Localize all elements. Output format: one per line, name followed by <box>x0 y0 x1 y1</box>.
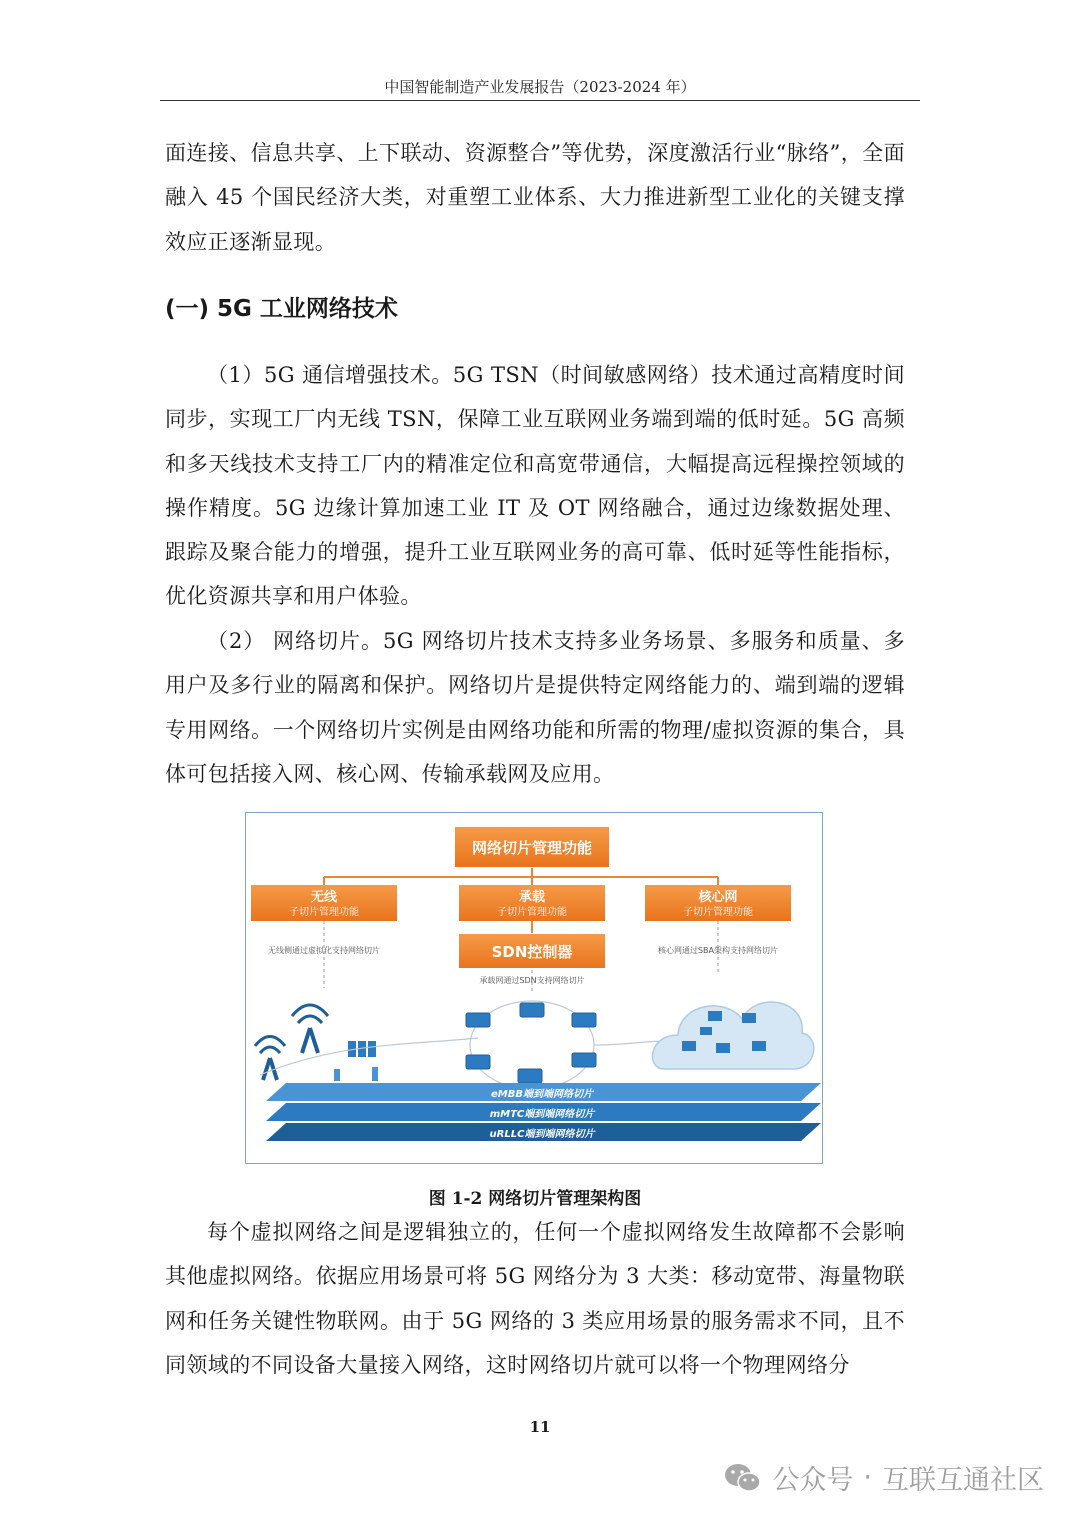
diagram-canvas <box>246 813 821 1162</box>
paragraph-3: （2） 网络切片。5G 网络切片技术支持多业务场景、多服务和质量、多用户及多行业的隔离和保护。网络切片是提供特定网络能力的、端到端的逻辑专用网络。一个网络切片实例是由网络功能和所需的物理/虚拟资源的集合，具体可包括接入网、核心网、传输承载网及应用。 <box>165 629 905 786</box>
transport-sub: 子切片管理功能 <box>497 907 567 918</box>
antenna-icon <box>255 1005 328 1080</box>
wireless-box <box>251 885 397 921</box>
layer-embb: eMBB端到端网络切片 <box>491 1089 593 1100</box>
slice-management-box <box>455 827 609 867</box>
network-slicing-diagram <box>245 812 823 1164</box>
wireless-sub: 子切片管理功能 <box>289 907 359 918</box>
wireless-title: 无线 <box>310 890 338 905</box>
top-box-label: 网络切片管理功能 <box>471 839 593 857</box>
router-ring <box>466 1001 596 1089</box>
core-note: 核心网通过SBA架构支持网络切片 <box>657 946 779 955</box>
sdn-controller-box <box>459 934 605 968</box>
paragraph-1: 面连接、信息共享、上下联动、资源整合”等优势，深度激活行业“脉络”，全面融入 45 个国民经济大类，对重塑工业体系、大力推进新型工业化的关键支撑效应正逐渐显现。 <box>165 141 905 254</box>
running-header: 中国智能制造产业发展报告（2023-2024 年） <box>384 78 696 96</box>
transport-box <box>459 885 605 921</box>
watermark-name: 互联互通社区 <box>882 1465 1044 1496</box>
transport-title: 承载 <box>518 890 546 905</box>
slice-layers <box>266 1083 821 1141</box>
watermark <box>724 1458 1044 1497</box>
sdn-label: SDN控制器 <box>491 943 573 961</box>
header-divider <box>160 100 920 101</box>
section-heading: (一) 5G 工业网络技术 <box>165 296 398 322</box>
watermark-prefix: 公众号 <box>772 1465 854 1496</box>
wechat-icon <box>724 1462 762 1494</box>
wireless-note: 无线侧通过虚拟化支持网络切片 <box>268 946 380 955</box>
layer-urllc: uRLLC端到端网络切片 <box>489 1129 595 1140</box>
paragraph-4: 每个虚拟网络之间是逻辑独立的，任何一个虚拟网络发生故障都不会影响其他虚拟网络。依据应用场景可将 5G 网络分为 3 大类：移动宽带、海量物联网和任务关键性物联网。由于 5G 网络的 3 类应用场景的服务需求不同，且不同领域的不同设备大量接入网络，这时网络切片就可以将一个物理网络分 <box>165 1220 905 1377</box>
core-title: 核心网 <box>698 890 738 905</box>
transport-note: 承载网通过SDN支持网络切片 <box>479 976 585 985</box>
core-link <box>594 1041 666 1045</box>
core-sub: 子切片管理功能 <box>683 907 753 918</box>
layer-mmtc: mMTC端到端网络切片 <box>489 1109 595 1120</box>
core-cloud-icon <box>652 1002 813 1069</box>
paragraph-2: （1）5G 通信增强技术。5G TSN（时间敏感网络）技术通过高精度时间同步，实现工厂内无线 TSN，保障工业互联网业务端到端的低时延。5G 高频和多天线技术支持工厂内的精准定位和高宽带通信，大幅提高远程操控领域的操作精度。5G 边缘计算加速工业 IT 及 OT 网络融合，通过边缘数据处理、跟踪及聚合能力的增强，提升工业互联网业务的高可靠、低时延等性能指标，优化资源共享和用户体验。 <box>165 363 905 609</box>
watermark-separator: · <box>863 1462 872 1493</box>
figure-caption: 图 1-2 网络切片管理架构图 <box>428 1189 642 1209</box>
page-number: 11 <box>529 1418 551 1436</box>
core-network-box <box>645 885 791 921</box>
